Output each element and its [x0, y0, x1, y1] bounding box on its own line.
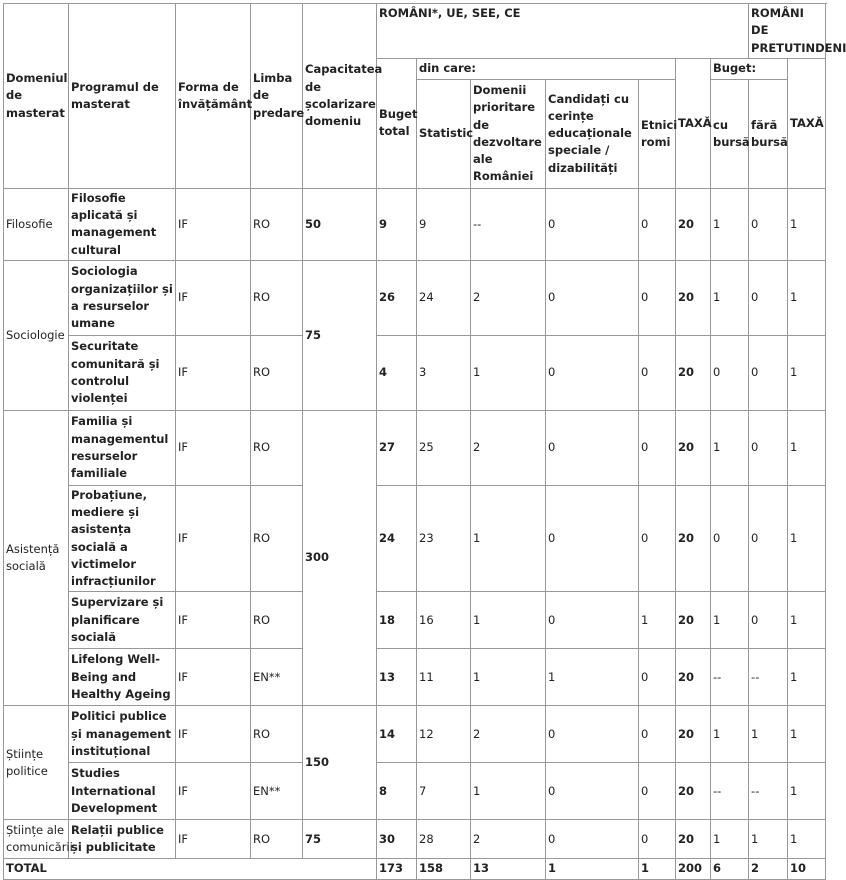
buget-total-cell: 9	[377, 188, 417, 260]
statistic-cell: 24	[417, 260, 471, 335]
buget-total-cell: 24	[377, 485, 417, 592]
romi-cell: 0	[639, 260, 676, 335]
header-romani-group: ROMÂNI*, UE, SEE, CE	[377, 4, 749, 59]
limba-cell: RO	[251, 260, 303, 335]
cu-bursa-cell: 0	[711, 335, 749, 410]
fara-bursa-cell: 0	[749, 592, 788, 649]
program-cell: Filosofie aplicată și management cultural	[69, 188, 176, 260]
romi-cell: 0	[639, 335, 676, 410]
buget-total-cell: 14	[377, 706, 417, 763]
capacity-cell: 75	[303, 260, 377, 410]
romi-cell: 0	[639, 188, 676, 260]
header-forma: Forma de învățământ	[176, 4, 251, 189]
forma-cell: IF	[176, 485, 251, 592]
romi-cell: 0	[639, 485, 676, 592]
header-row-1	[4, 4, 826, 59]
header-statistic: Statistic	[417, 79, 471, 188]
domain-cell: Filosofie	[4, 188, 69, 260]
prioritare-cell: 2	[471, 260, 546, 335]
statistic-cell: 3	[417, 335, 471, 410]
statistic-cell: 28	[417, 820, 471, 859]
cerinte-cell: 0	[546, 820, 639, 859]
forma-cell: IF	[176, 335, 251, 410]
cu-bursa-cell: 1	[711, 410, 749, 485]
taxa2-cell: 1	[788, 763, 826, 820]
table-row	[4, 410, 826, 485]
prioritare-cell: 1	[471, 485, 546, 592]
buget-total-cell: 18	[377, 592, 417, 649]
header-taxa: TAXĂ	[676, 58, 711, 188]
header-domenii-prioritare: Domenii prioritare de dezvoltare ale României	[471, 79, 546, 188]
taxa-cell: 20	[676, 820, 711, 859]
forma-cell: IF	[176, 410, 251, 485]
total-romi: 1	[639, 859, 676, 879]
cu-bursa-cell: 1	[711, 592, 749, 649]
buget-total-cell: 4	[377, 335, 417, 410]
prioritare-cell: 2	[471, 706, 546, 763]
admission-table	[3, 3, 846, 880]
taxa2-cell: 1	[788, 335, 826, 410]
cu-bursa-cell: 0	[711, 485, 749, 592]
table-row	[4, 485, 826, 592]
forma-cell: IF	[176, 188, 251, 260]
table-row	[4, 649, 826, 706]
prioritare-cell: 1	[471, 335, 546, 410]
forma-cell: IF	[176, 260, 251, 335]
cu-bursa-cell: 1	[711, 260, 749, 335]
taxa-cell: 20	[676, 763, 711, 820]
header-program: Programul de masterat	[69, 4, 176, 189]
statistic-cell: 23	[417, 485, 471, 592]
program-cell: Sociologia organizațiilor și a resurselor umane	[69, 260, 176, 335]
taxa2-cell: 1	[788, 706, 826, 763]
cerinte-cell: 1	[546, 649, 639, 706]
taxa-cell: 20	[676, 592, 711, 649]
forma-cell: IF	[176, 649, 251, 706]
cerinte-cell: 0	[546, 763, 639, 820]
taxa-cell: 20	[676, 335, 711, 410]
taxa2-cell: 1	[788, 410, 826, 485]
header-buget: Buget:	[711, 58, 788, 79]
fara-bursa-cell: 1	[749, 706, 788, 763]
header-candidati-cerinte: Candidați cu cerințe educaționale speciale / dizabilități	[546, 79, 639, 188]
taxa-cell: 20	[676, 485, 711, 592]
prioritare-cell: --	[471, 188, 546, 260]
table-row	[4, 820, 826, 859]
statistic-cell: 11	[417, 649, 471, 706]
romi-cell: 0	[639, 649, 676, 706]
program-cell: Probațiune, mediere și asistența socială a victimelor infracțiunilor	[69, 485, 176, 592]
total-cerinte: 1	[546, 859, 639, 879]
total-buget-total: 173	[377, 859, 417, 879]
total-taxa2: 10	[788, 859, 826, 879]
header-taxa2: TAXĂ	[788, 58, 826, 188]
total-label: TOTAL	[4, 859, 377, 879]
buget-total-cell: 30	[377, 820, 417, 859]
program-cell: Securitate comunitară și controlul violenței	[69, 335, 176, 410]
limba-cell: EN**	[251, 763, 303, 820]
capacity-cell: 75	[303, 820, 377, 859]
taxa-cell: 20	[676, 188, 711, 260]
cu-bursa-cell: --	[711, 649, 749, 706]
limba-cell: RO	[251, 410, 303, 485]
buget-total-cell: 26	[377, 260, 417, 335]
cu-bursa-cell: 1	[711, 188, 749, 260]
cerinte-cell: 0	[546, 188, 639, 260]
header-din-care: din care:	[417, 58, 676, 79]
romi-cell: 0	[639, 706, 676, 763]
table-row	[4, 335, 826, 410]
prioritare-cell: 2	[471, 410, 546, 485]
prioritare-cell: 1	[471, 763, 546, 820]
taxa2-cell: 1	[788, 188, 826, 260]
total-fara-bursa: 2	[749, 859, 788, 879]
cerinte-cell: 0	[546, 485, 639, 592]
statistic-cell: 16	[417, 592, 471, 649]
capacity-cell: 150	[303, 706, 377, 820]
cu-bursa-cell: 1	[711, 706, 749, 763]
header-fara-bursa: fără bursă	[749, 79, 788, 188]
header-etnici-romi: Etnici romi	[639, 79, 676, 188]
cu-bursa-cell: --	[711, 763, 749, 820]
fara-bursa-cell: --	[749, 763, 788, 820]
domain-cell: Asistență socială	[4, 410, 69, 706]
fara-bursa-cell: 0	[749, 188, 788, 260]
cerinte-cell: 0	[546, 260, 639, 335]
limba-cell: RO	[251, 335, 303, 410]
table-row	[4, 763, 826, 820]
program-cell: Relații publice și publicitate	[69, 820, 176, 859]
limba-cell: RO	[251, 820, 303, 859]
taxa-cell: 20	[676, 410, 711, 485]
header-limba: Limba de predare	[251, 4, 303, 189]
taxa-cell: 20	[676, 649, 711, 706]
cerinte-cell: 0	[546, 706, 639, 763]
fara-bursa-cell: 0	[749, 335, 788, 410]
taxa2-cell: 1	[788, 485, 826, 592]
capacity-cell: 300	[303, 410, 377, 706]
program-cell: Lifelong Well-Being and Healthy Ageing	[69, 649, 176, 706]
statistic-cell: 7	[417, 763, 471, 820]
limba-cell: EN**	[251, 649, 303, 706]
fara-bursa-cell: 1	[749, 820, 788, 859]
forma-cell: IF	[176, 706, 251, 763]
statistic-cell: 9	[417, 188, 471, 260]
header-domeniu: Domeniul de masterat	[4, 4, 69, 189]
table-row	[4, 188, 826, 260]
header-buget-total: Buget total	[377, 58, 417, 188]
taxa-cell: 20	[676, 260, 711, 335]
buget-total-cell: 27	[377, 410, 417, 485]
prioritare-cell: 1	[471, 592, 546, 649]
forma-cell: IF	[176, 592, 251, 649]
table-row	[4, 706, 826, 763]
header-capacitate: Capacitatea de școlarizare domeniu	[303, 4, 377, 189]
prioritare-cell: 1	[471, 649, 546, 706]
fara-bursa-cell: 0	[749, 260, 788, 335]
forma-cell: IF	[176, 820, 251, 859]
domain-cell: Științe ale comunicării	[4, 820, 69, 859]
program-cell: Supervizare și planificare socială	[69, 592, 176, 649]
capacity-cell: 50	[303, 188, 377, 260]
total-prioritare: 13	[471, 859, 546, 879]
program-cell: Familia și managementul resurselor familiale	[69, 410, 176, 485]
romi-cell: 0	[639, 763, 676, 820]
total-row	[4, 859, 826, 879]
domain-cell: Științe politice	[4, 706, 69, 820]
cerinte-cell: 0	[546, 335, 639, 410]
cerinte-cell: 0	[546, 592, 639, 649]
cu-bursa-cell: 1	[711, 820, 749, 859]
limba-cell: RO	[251, 485, 303, 592]
forma-cell: IF	[176, 763, 251, 820]
taxa-cell: 20	[676, 706, 711, 763]
statistic-cell: 12	[417, 706, 471, 763]
statistic-cell: 25	[417, 410, 471, 485]
header-cu-bursa: cu bursă	[711, 79, 749, 188]
buget-total-cell: 13	[377, 649, 417, 706]
table-row	[4, 260, 826, 335]
taxa2-cell: 1	[788, 592, 826, 649]
program-cell: Politici publice și management instituțional	[69, 706, 176, 763]
fara-bursa-cell: --	[749, 649, 788, 706]
prioritare-cell: 2	[471, 820, 546, 859]
header-pretutindeni-group: ROMÂNI DE PRETUTINDENI	[749, 4, 826, 59]
total-cu-bursa: 6	[711, 859, 749, 879]
limba-cell: RO	[251, 188, 303, 260]
table-row	[4, 592, 826, 649]
taxa2-cell: 1	[788, 820, 826, 859]
cerinte-cell: 0	[546, 410, 639, 485]
fara-bursa-cell: 0	[749, 485, 788, 592]
buget-total-cell: 8	[377, 763, 417, 820]
taxa2-cell: 1	[788, 649, 826, 706]
romi-cell: 0	[639, 410, 676, 485]
limba-cell: RO	[251, 592, 303, 649]
domain-cell: Sociologie	[4, 260, 69, 410]
program-cell: Studies International Development	[69, 763, 176, 820]
limba-cell: RO	[251, 706, 303, 763]
total-statistic: 158	[417, 859, 471, 879]
total-taxa: 200	[676, 859, 711, 879]
taxa2-cell: 1	[788, 260, 826, 335]
romi-cell: 0	[639, 820, 676, 859]
fara-bursa-cell: 0	[749, 410, 788, 485]
romi-cell: 1	[639, 592, 676, 649]
